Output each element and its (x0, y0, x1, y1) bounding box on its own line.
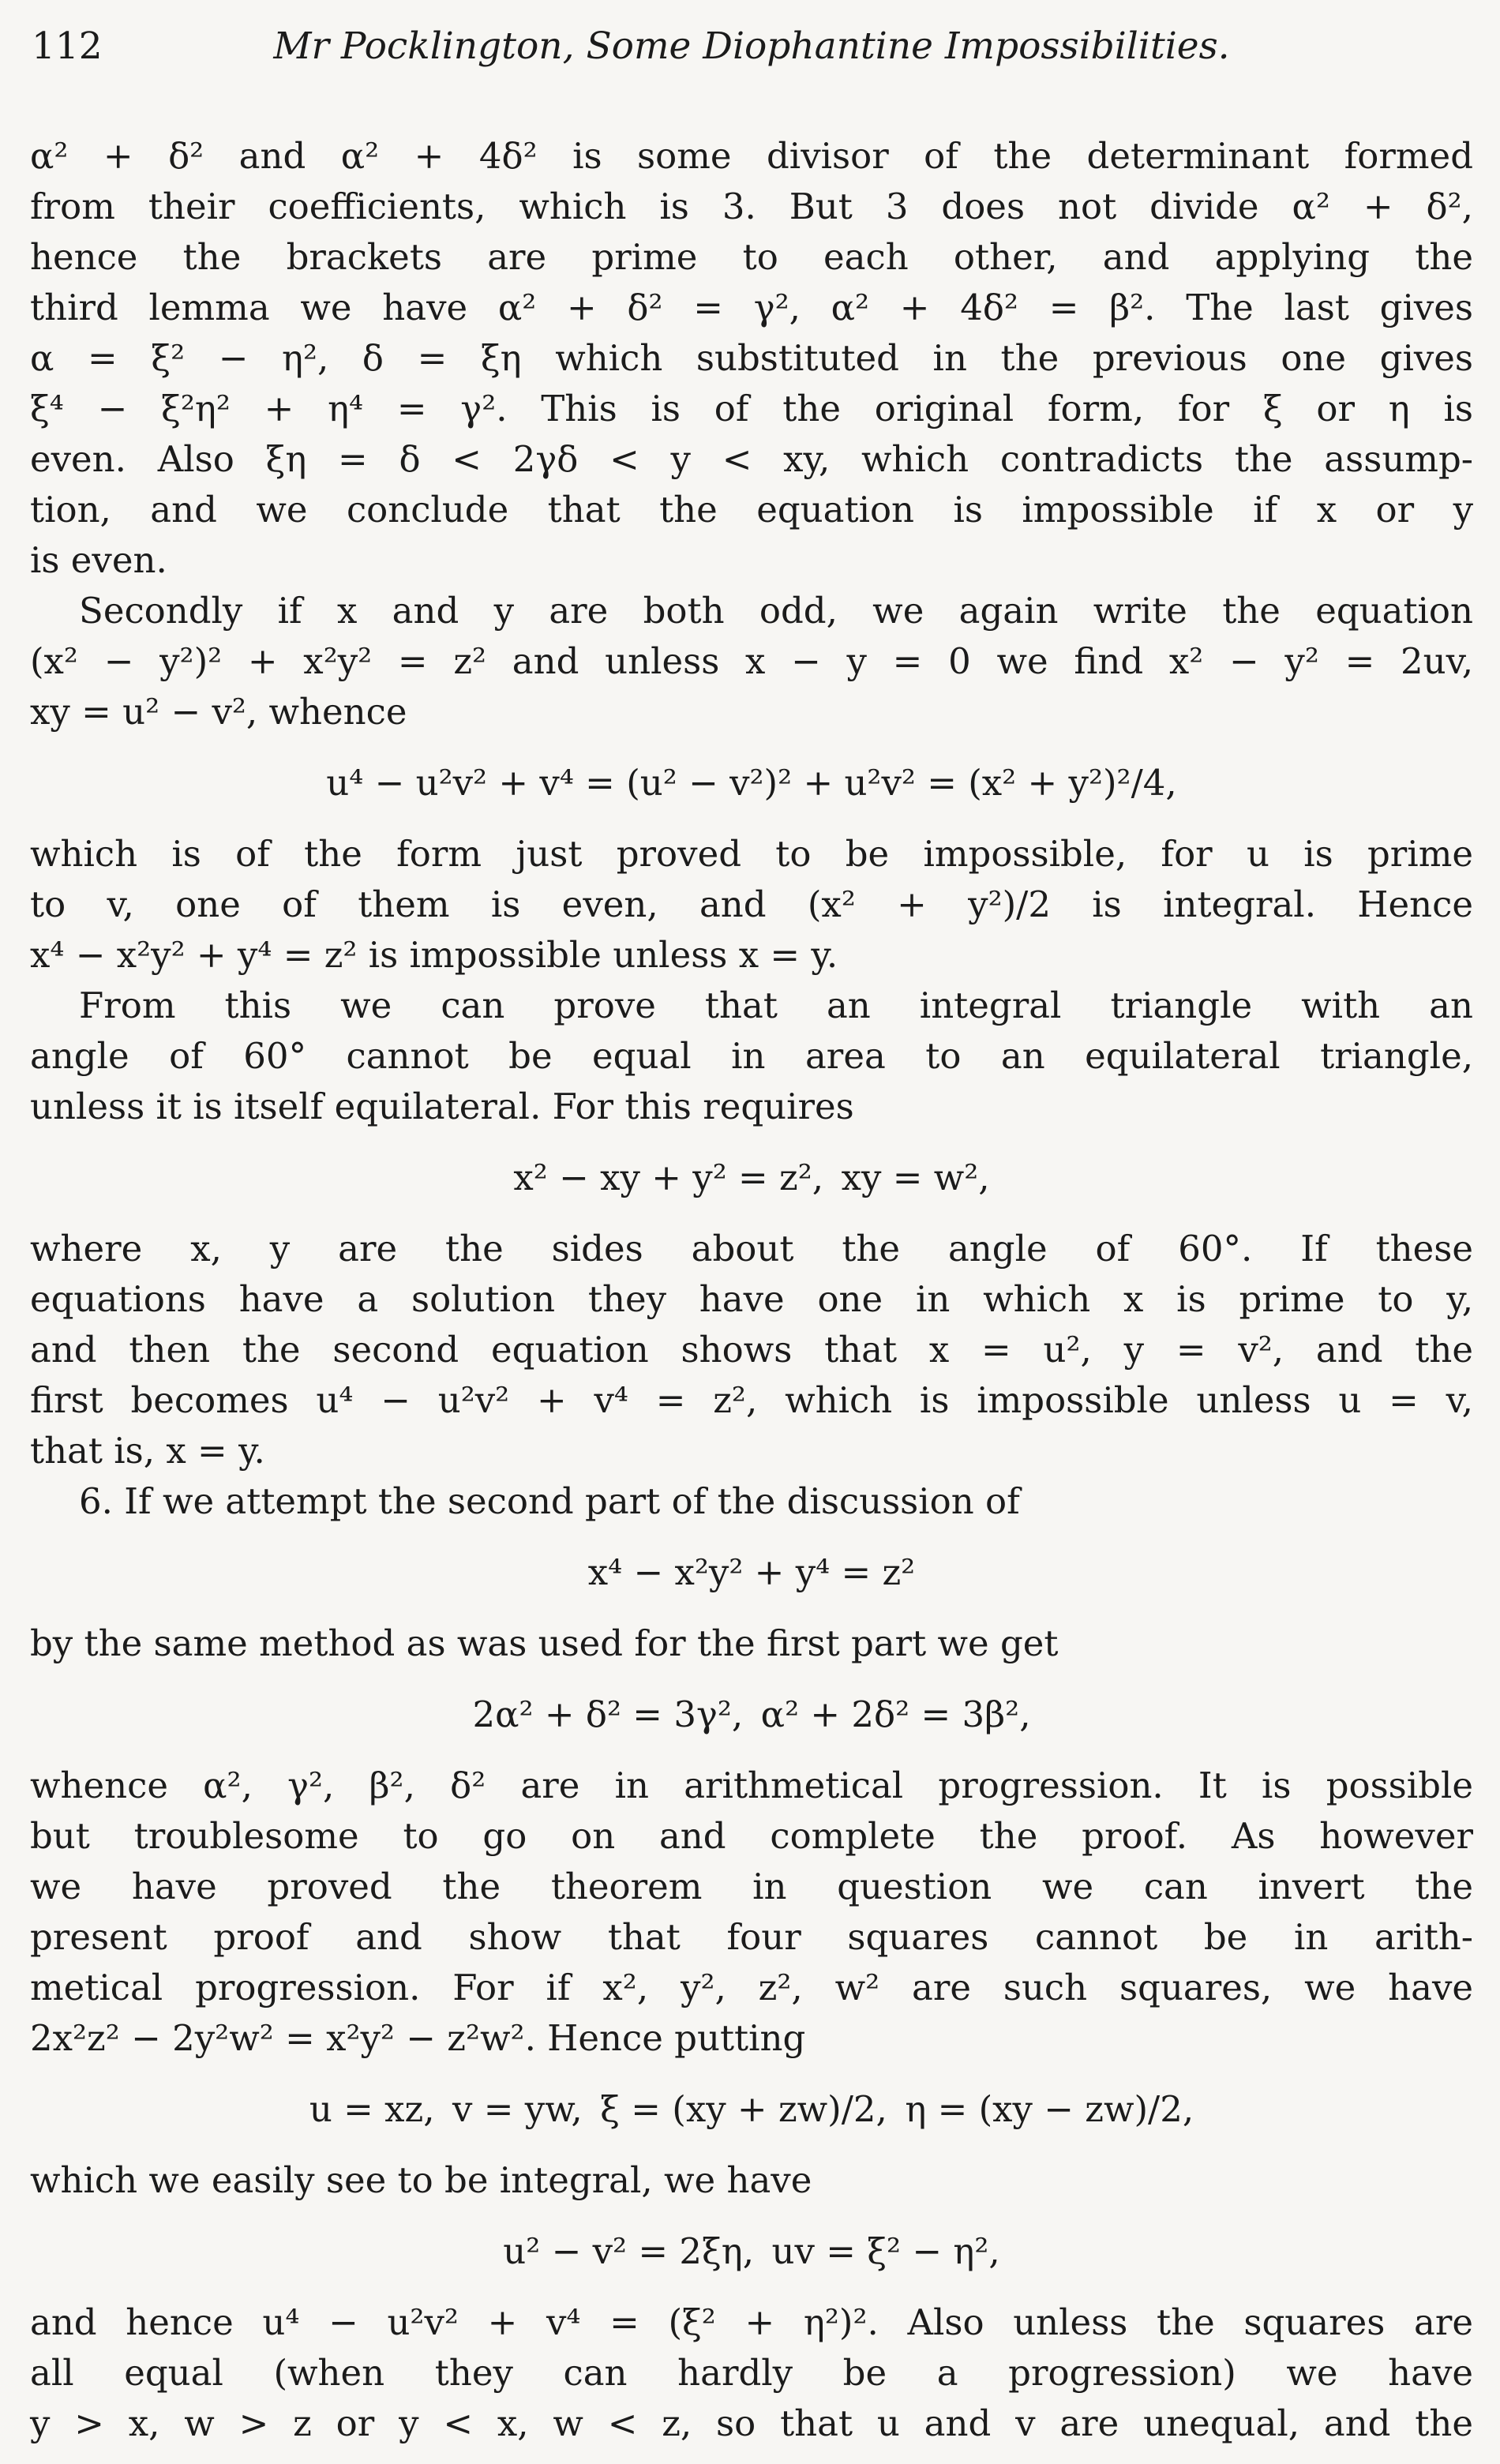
text-line: 2x²z² − 2y²w² = x²y² − z²w². Hence putting (30, 2017, 806, 2059)
text-line: even. Also ξη = δ < 2γδ < y < xy, which contradicts the assump- (30, 438, 1473, 480)
text-line: all equal (when they can hardly be a progression) we have (30, 2352, 1473, 2394)
text-line: ξ⁴ − ξ²η² + η⁴ = γ². This is of the original form, for ξ or η is (30, 388, 1473, 429)
text-line: third lemma we have α² + δ² = γ², α² + 4δ² = β². The last gives (30, 287, 1473, 328)
page-header (30, 21, 1473, 73)
text-line: to v, one of them is even, and (x² + y²)/2 is integral. Hence (30, 883, 1473, 925)
display-equation: u² − v² = 2ξη, uv = ξ² − η², (503, 2230, 1000, 2272)
page-number: 112 (32, 24, 103, 68)
text-line: angle of 60° cannot be equal in area to an equilateral triangle, (30, 1035, 1473, 1077)
text-line: α = ξ² − η², δ = ξη which substituted in the previous one gives (30, 337, 1473, 379)
text-line: but troublesome to go on and complete the proof. As however (30, 1815, 1473, 1857)
display-equation: x² − xy + y² = z², xy = w², (513, 1157, 990, 1198)
text-line: (x² − y²)² + x²y² = z² and unless x − y = 0 we find x² − y² = 2uv, (30, 640, 1473, 682)
display-equation: x⁴ − x²y² + y⁴ = z² (587, 1551, 916, 1593)
page-body (30, 131, 1473, 2449)
text-line: unless it is itself equilateral. For this requires (30, 1086, 854, 1127)
text-line: we have proved the theorem in question we can invert the (30, 1866, 1473, 1907)
text-line: and hence u⁴ − u²v² + v⁴ = (ξ² + η²)². Also unless the squares are (30, 2301, 1473, 2343)
running-title: Mr Pocklington, Some Diophantine Impossibilities. (273, 24, 1230, 68)
text-line: where x, y are the sides about the angle of 60°. If these (30, 1228, 1473, 1270)
text-line: metical progression. For if x², y², z², w² are such squares, we have (30, 1967, 1473, 2008)
display-equation: u = xz, v = yw, ξ = (xy + zw)/2, η = (xy − zw)/2, (309, 2088, 1194, 2130)
text-line: by the same method as was used for the first part we get (30, 1622, 1059, 1664)
text-line: whence α², γ², β², δ² are in arithmetical progression. It is possible (30, 1765, 1473, 1806)
text-line: which is of the form just proved to be impossible, for u is prime (30, 833, 1473, 875)
text-line: 6. If we attempt the second part of the discussion of (79, 1480, 1020, 1522)
text-line: hence the brackets are prime to each other, and applying the (30, 236, 1473, 278)
text-line: Secondly if x and y are both odd, we again write the equation (79, 590, 1473, 632)
text-line: equations have a solution they have one in which x is prime to y, (30, 1278, 1473, 1320)
text-line: From this we can prove that an integral triangle with an (79, 984, 1473, 1026)
text-line: is even. (30, 539, 167, 581)
text-line: present proof and show that four squares cannot be in arith- (30, 1916, 1473, 1958)
text-line: α² + δ² and α² + 4δ² is some divisor of the determinant formed (30, 135, 1473, 177)
display-equation: 2α² + δ² = 3γ², α² + 2δ² = 3β², (472, 1693, 1031, 1735)
text-line: tion, and we conclude that the equation is impossible if x or y (30, 489, 1473, 531)
text-line: and then the second equation shows that x = u², y = v², and the (30, 1329, 1473, 1371)
text-line: first becomes u⁴ − u²v² + v⁴ = z², which is impossible unless u = v, (30, 1379, 1473, 1421)
display-equation: u⁴ − u²v² + v⁴ = (u² − v²)² + u²v² = (x² + y²)²/4, (326, 762, 1177, 804)
text-line: which we easily see to be integral, we have (30, 2159, 812, 2201)
text-line: from their coefficients, which is 3. But 3 does not divide α² + δ², (30, 186, 1473, 227)
text-line: xy = u² − v², whence (30, 691, 407, 733)
text-line: y > x, w > z or y < x, w < z, so that u and v are unequal, and the (30, 2402, 1473, 2444)
text-line: that is, x = y. (30, 1430, 265, 1472)
text-line: x⁴ − x²y² + y⁴ = z² is impossible unless x = y. (30, 934, 838, 976)
